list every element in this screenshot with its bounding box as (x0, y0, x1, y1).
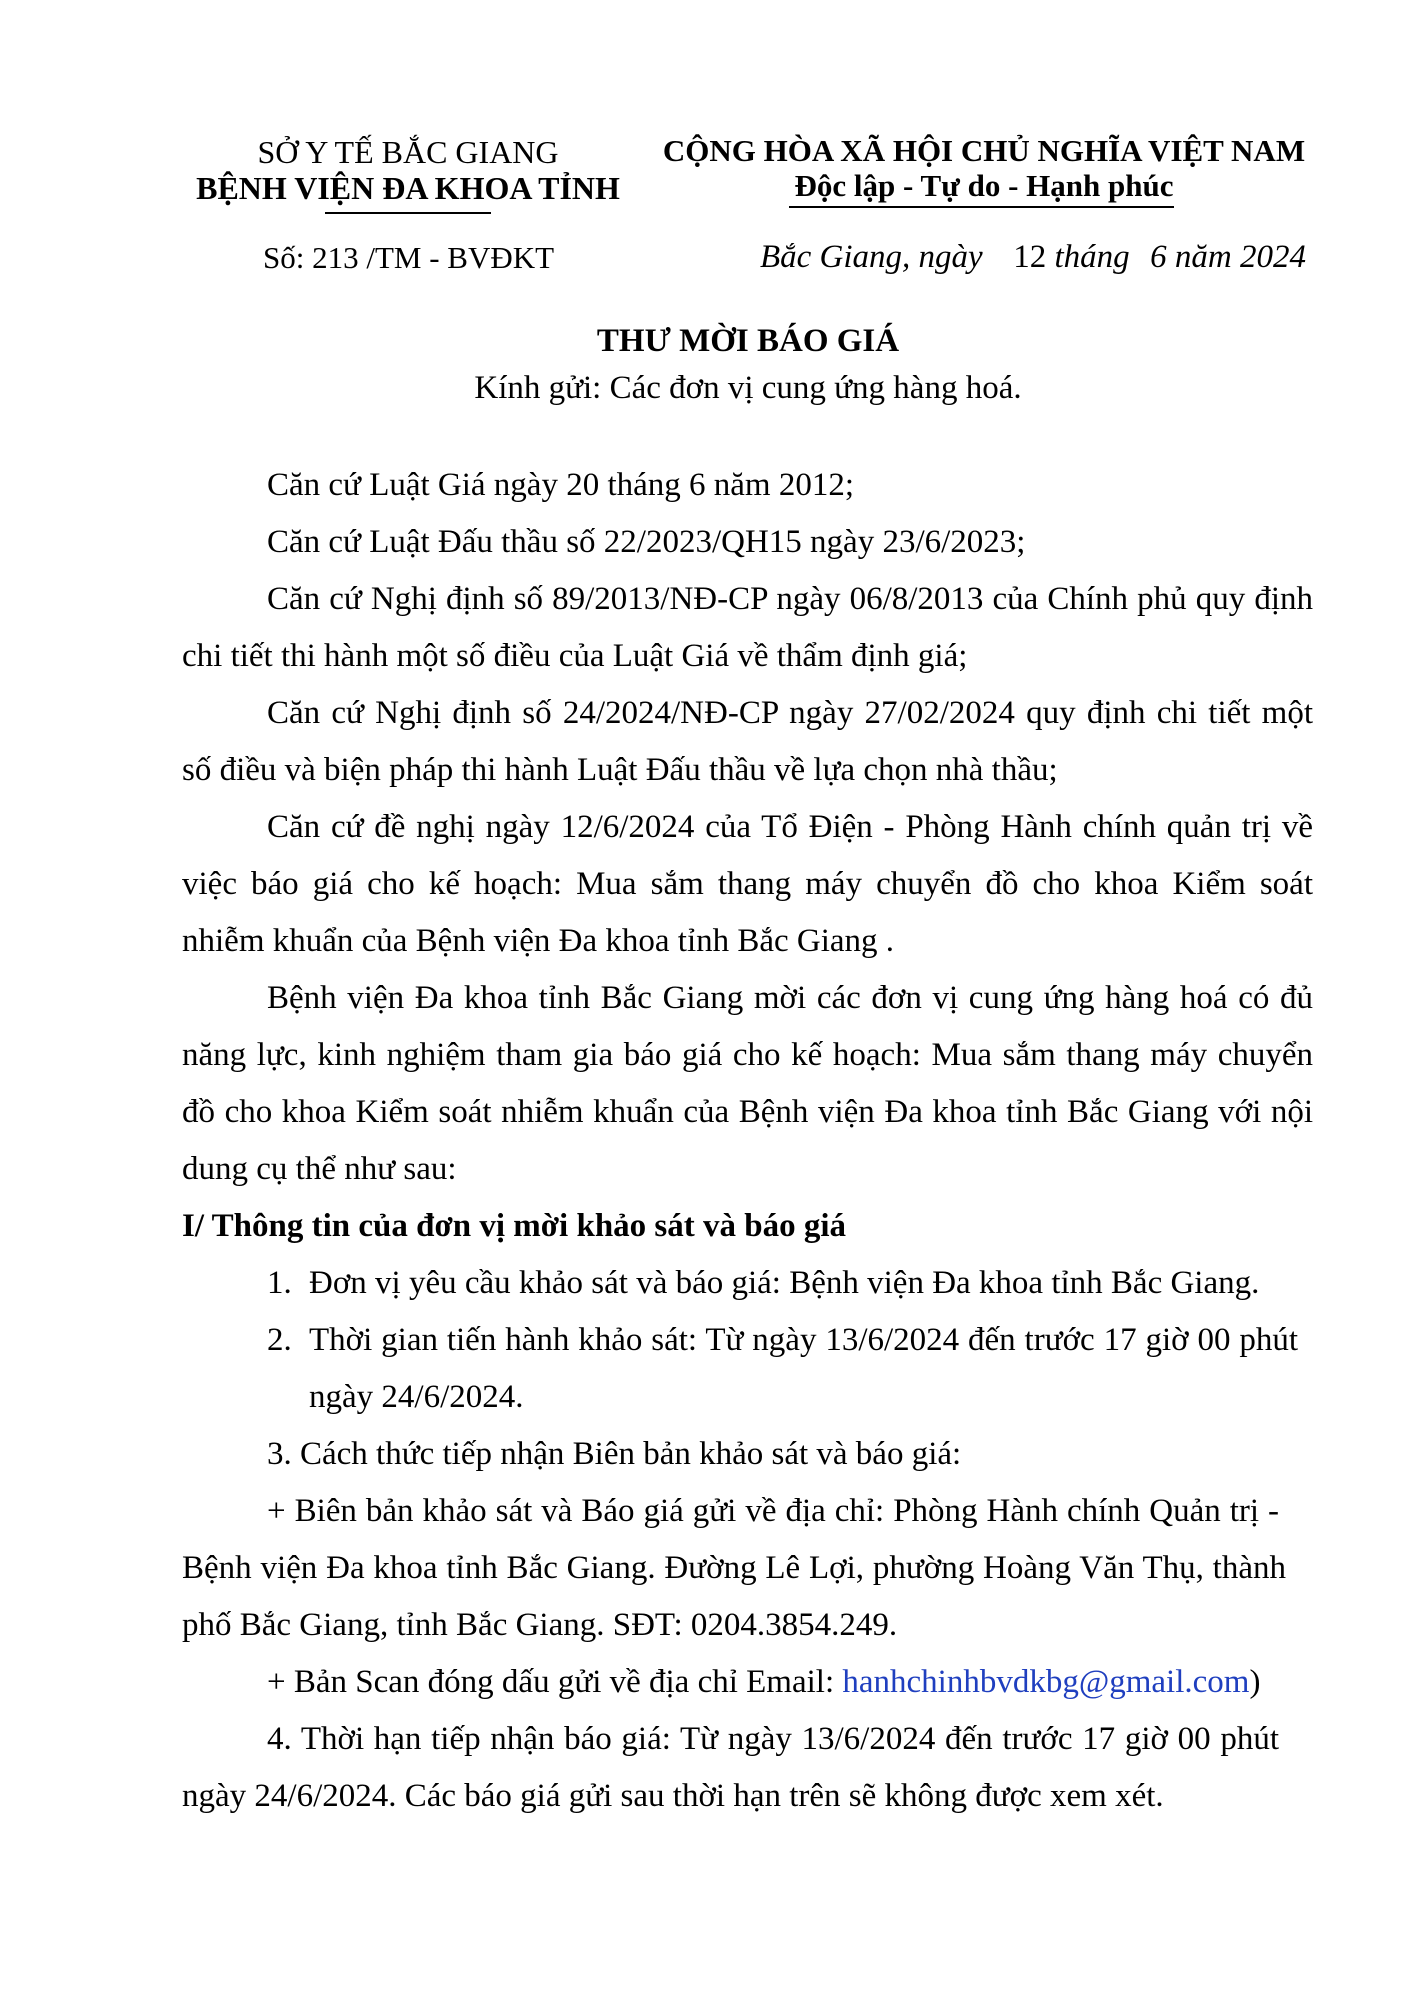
motto-underline (789, 206, 1174, 208)
agency-name: SỞ Y TẾ BẮC GIANG (257, 134, 559, 170)
doc-number-value: 213 (312, 240, 359, 275)
section-1-heading: I/ Thông tin của đơn vị mời khảo sát và báo giá (182, 1208, 847, 1244)
item-2-line-2: ngày 24/6/2024. (309, 1379, 524, 1415)
item-3a-line-2: Bệnh viện Đa khoa tỉnh Bắc Giang. Đường Lê Lợi, phường Hoàng Văn Thụ, thành (182, 1550, 1286, 1586)
doc-number-prefix: Số: (263, 240, 305, 275)
basis-4-line-1: Căn cứ Nghị định số 24/2024/NĐ-CP ngày 27/02/2024 quy định chi tiết một (267, 695, 1313, 731)
basis-3-line-1: Căn cứ Nghị định số 89/2013/NĐ-CP ngày 06/8/2013 của Chính phủ quy định (267, 581, 1313, 617)
basis-1: Căn cứ Luật Giá ngày 20 tháng 6 năm 2012; (267, 467, 855, 503)
national-motto: Độc lập - Tự do - Hạnh phúc (794, 168, 1174, 203)
left-header-underline (325, 212, 491, 214)
item-3a-line-1: + Biên bản khảo sát và Báo giá gửi về địa chỉ: Phòng Hành chính Quản trị - (267, 1493, 1279, 1529)
basis-3-line-2: chi tiết thi hành một số điều của Luật Giá về thẩm định giá; (182, 638, 968, 674)
item-3b-prefix: + Bản Scan đóng dấu gửi về địa chỉ Email: (267, 1664, 843, 1700)
date-day: 12 (1013, 239, 1047, 275)
item-3-text: 3. Cách thức tiếp nhận Biên bản khảo sát và báo giá: (267, 1436, 962, 1472)
email-link[interactable]: hanhchinhbvdkbg@gmail.com (842, 1664, 1250, 1700)
basis-2: Căn cứ Luật Đấu thầu số 22/2023/QH15 ngày 23/6/2023; (267, 524, 1026, 560)
document-number (263, 240, 554, 276)
item-1-number: 1. (267, 1265, 292, 1301)
date-month-label: tháng (1054, 239, 1130, 275)
item-4-line-1: 4. Thời hạn tiếp nhận báo giá: Từ ngày 13/6/2024 đến trước 17 giờ 00 phút (267, 1721, 1279, 1757)
date-year-label: năm (1174, 239, 1232, 275)
invitation-line-4: dung cụ thể như sau: (182, 1151, 457, 1187)
item-3b (267, 1662, 1260, 1702)
invitation-line-1: Bệnh viện Đa khoa tỉnh Bắc Giang mời các đơn vị cung ứng hàng hoá có đủ (267, 980, 1313, 1016)
item-4-line-2: ngày 24/6/2024. Các báo giá gửi sau thời hạn trên sẽ không được xem xét. (182, 1778, 1164, 1814)
hospital-name: BỆNH VIỆN ĐA KHOA TỈNH (196, 170, 620, 206)
date-month: 6 (1150, 239, 1167, 275)
date-year: 2024 (1239, 239, 1306, 275)
item-1-text: Đơn vị yêu cầu khảo sát và báo giá: Bệnh viện Đa khoa tỉnh Bắc Giang. (309, 1265, 1260, 1301)
item-3a-line-3: phố Bắc Giang, tỉnh Bắc Giang. SĐT: 0204.3854.249. (182, 1607, 898, 1643)
basis-5-line-1: Căn cứ đề nghị ngày 12/6/2024 của Tổ Điện - Phòng Hành chính quản trị về (267, 809, 1313, 845)
item-3b-suffix: ) (1249, 1664, 1261, 1700)
date-place: Bắc Giang, ngày (760, 239, 983, 275)
document-title: THƯ MỜI BÁO GIÁ (596, 323, 900, 359)
national-title: CỘNG HÒA XÃ HỘI CHỦ NGHĨA VIỆT NAM (662, 133, 1306, 168)
item-2-number: 2. (267, 1322, 292, 1358)
document-date (760, 239, 1306, 276)
invitation-line-2: năng lực, kinh nghiệm tham gia báo giá cho kế hoạch: Mua sắm thang máy chuyển (182, 1037, 1313, 1073)
recipient: Kính gửi: Các đơn vị cung ứng hàng hoá. (474, 370, 1022, 406)
invitation-line-3: đồ cho khoa Kiểm soát nhiễm khuẩn của Bệnh viện Đa khoa tỉnh Bắc Giang với nội (182, 1094, 1313, 1130)
basis-4-line-2: số điều và biện pháp thi hành Luật Đấu thầu về lựa chọn nhà thầu; (182, 752, 1058, 788)
basis-5-line-2: việc báo giá cho kế hoạch: Mua sắm thang máy chuyển đồ cho khoa Kiểm soát (182, 866, 1313, 902)
item-2-line-1: Thời gian tiến hành khảo sát: Từ ngày 13/6/2024 đến trước 17 giờ 00 phút (309, 1322, 1298, 1358)
doc-number-suffix: /TM - BVĐKT (366, 240, 555, 275)
basis-5-line-3: nhiễm khuẩn của Bệnh viện Đa khoa tỉnh Bắc Giang . (182, 923, 895, 959)
